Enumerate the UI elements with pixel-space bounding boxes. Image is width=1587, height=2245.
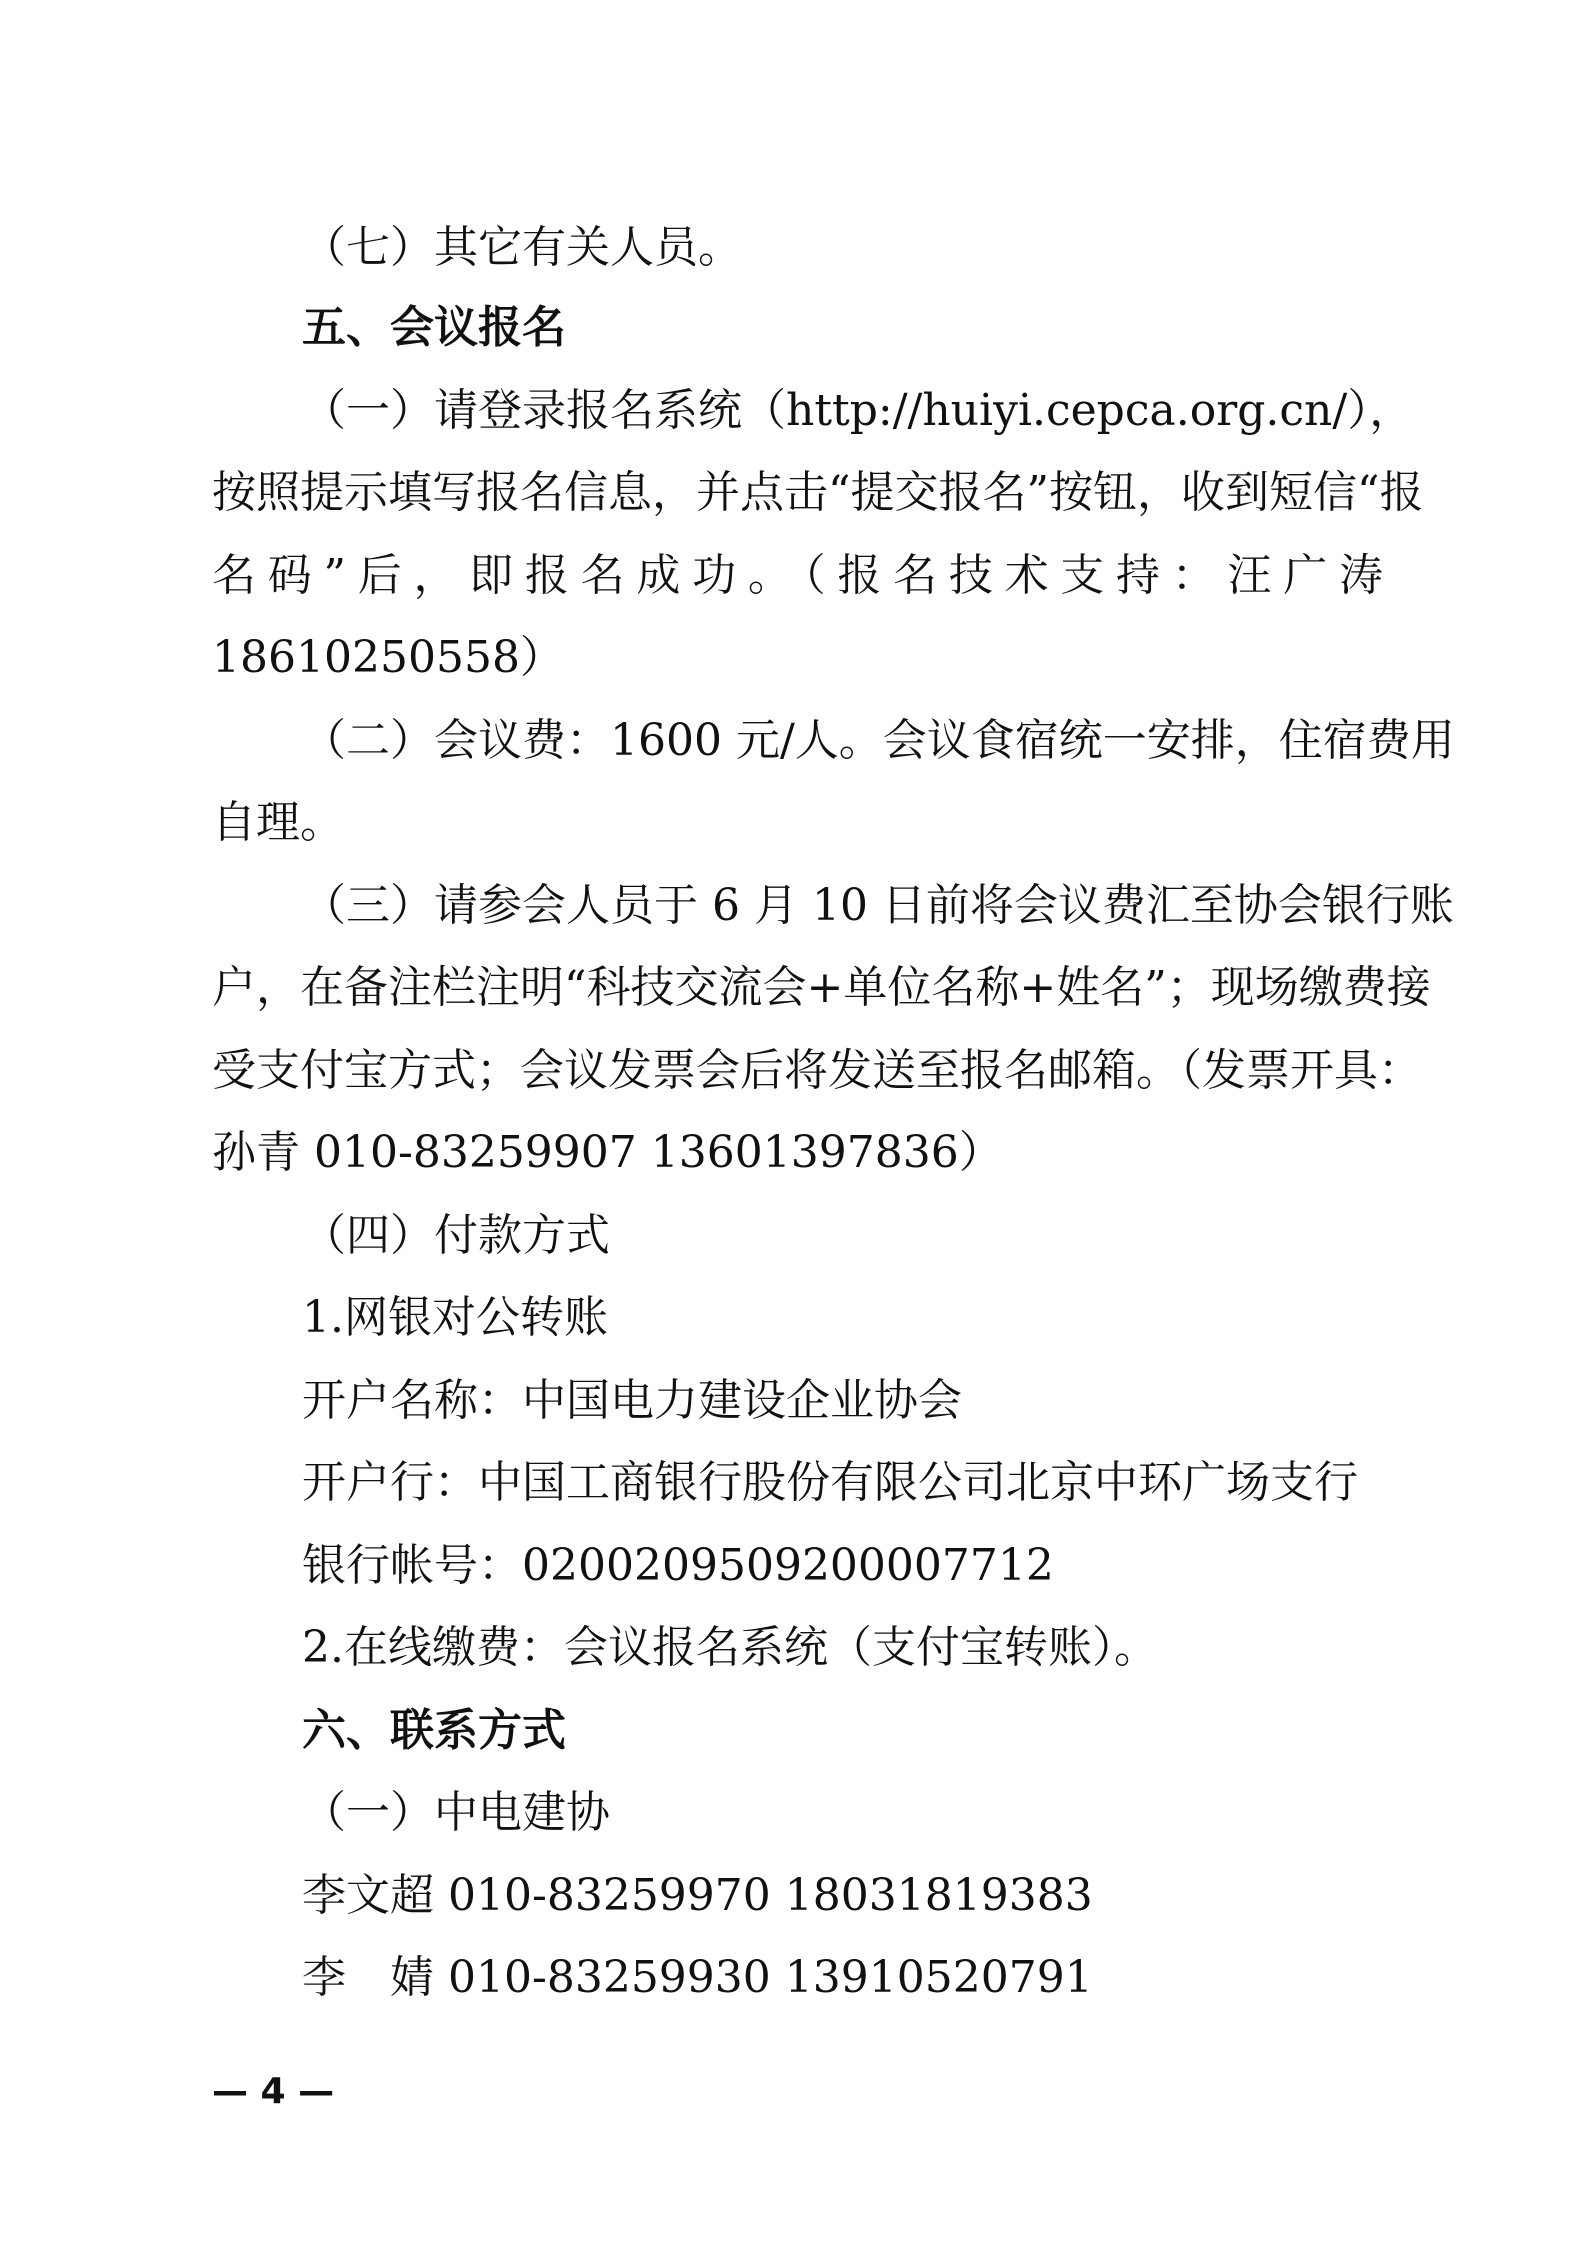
- contact-person-2: 李 婧 010-83259930 13910520791: [302, 1952, 1093, 2003]
- page-number: — 4 —: [212, 2071, 335, 2112]
- meeting-fee-line: （二）会议费：1600 元/人。会议食宿统一安排，住宿费用: [302, 715, 1455, 766]
- contact-org: （一）中电建协: [302, 1787, 610, 1838]
- payment-deadline-cont-a: 户，在备注栏注明“科技交流会+单位名称+姓名”；现场缴费接: [212, 962, 1431, 1013]
- account-name: 开户名称：中国电力建设企业协会: [302, 1375, 962, 1426]
- payment-deadline-line: （三）请参会人员于 6 月 10 日前将会议费汇至协会银行账: [302, 880, 1454, 931]
- contact-person-1: 李文超 010-83259970 18031819383: [302, 1870, 1093, 1921]
- registration-step-1-cont-a: 按照提示填写报名信息，并点击“提交报名”按钮，收到短信“报: [212, 467, 1424, 518]
- bank-transfer-label: 1.网银对公转账: [302, 1292, 608, 1343]
- account-bank: 开户行：中国工商银行股份有限公司北京中环广场支行: [302, 1457, 1358, 1508]
- online-payment: 2.在线缴费：会议报名系统（支付宝转账）。: [302, 1622, 1158, 1673]
- registration-step-1-cont-b: 名码”后，即报名成功。（报名技术支持：汪广涛: [212, 550, 1383, 601]
- item-7-other-personnel: （七）其它有关人员。: [302, 222, 742, 273]
- registration-support-phone: 18610250558）: [212, 632, 564, 683]
- payment-methods-heading: （四）付款方式: [302, 1210, 610, 1261]
- meeting-fee-cont: 自理。: [212, 797, 344, 848]
- invoice-contact: 孙青 010-83259907 13601397836）: [212, 1127, 1003, 1178]
- section-heading-registration: 五、会议报名: [302, 302, 566, 353]
- account-number: 银行帐号：0200209509200007712: [302, 1540, 1054, 1591]
- payment-deadline-cont-b: 受支付宝方式；会议发票会后将发送至报名邮箱。（发票开具：: [212, 1045, 1422, 1096]
- section-heading-contacts: 六、联系方式: [302, 1705, 566, 1756]
- registration-step-1: （一）请登录报名系统（http://huiyi.cepca.org.cn/），: [302, 385, 1414, 436]
